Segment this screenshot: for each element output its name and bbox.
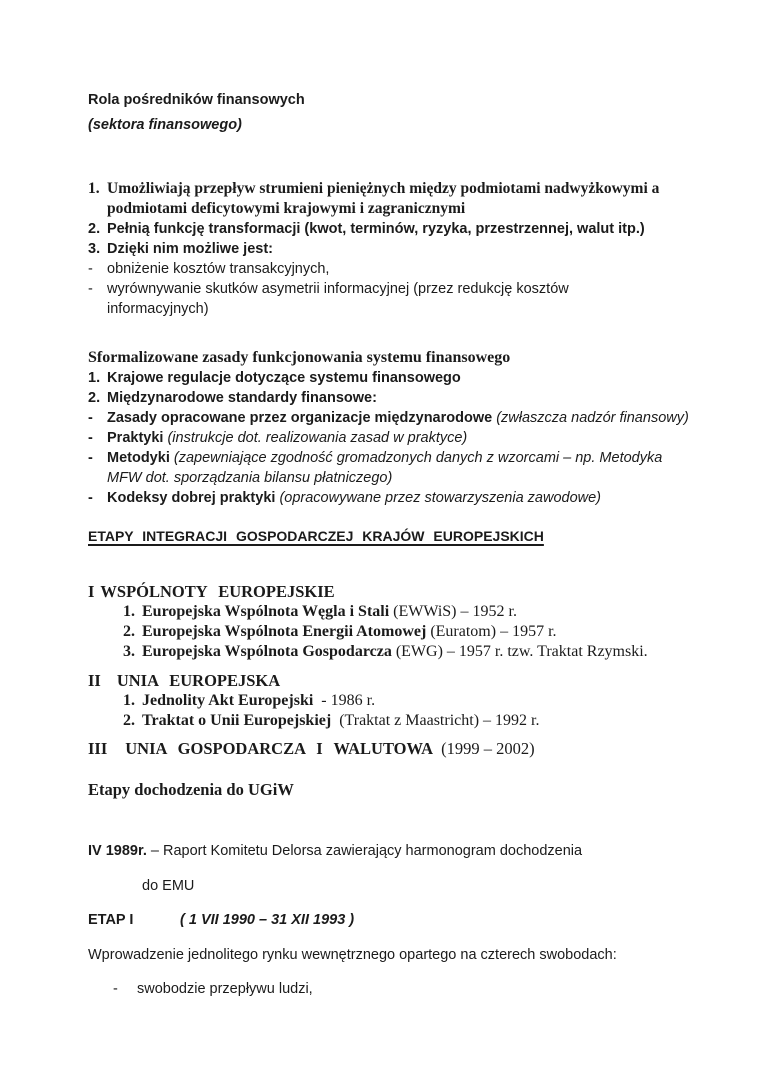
section-years: (1999 – 2002) (441, 739, 535, 758)
list-item (88, 368, 704, 388)
dash-marker: - (113, 981, 118, 997)
section-title: WSPÓLNOTY EUROPEJSKIE (100, 582, 335, 601)
term-note: (zwłaszcza nadzór finansowy) (496, 410, 689, 426)
line: MFW dot. sporządzania bilansu płatniczego) (107, 470, 393, 486)
report-continuation: do EMU (142, 878, 195, 894)
ugiw-heading: Etapy dochodzenia do UGiW (88, 780, 294, 799)
etap-dates: ( 1 VII 1990 – 31 XII 1993 ) (180, 912, 355, 928)
list-item (123, 642, 704, 662)
list-item (88, 279, 704, 319)
list-item (88, 408, 704, 428)
list-item-text: obniżenie kosztów transakcyjnych, (107, 261, 330, 277)
list-item (123, 691, 704, 711)
term: Praktyki (107, 430, 164, 446)
list-item (88, 219, 704, 239)
term: Kodeksy dobrej praktyki (107, 490, 276, 506)
list-number: 1. (88, 180, 100, 197)
list-number: 2. (88, 390, 101, 406)
list-item (88, 488, 704, 508)
etap-line (88, 910, 704, 930)
list-item-text (107, 279, 704, 319)
title-block (88, 88, 704, 138)
list-item-text: Dzięki nim możliwe jest: (107, 241, 273, 257)
term-note: (opracowywane przez stowarzyszenia zawodowe) (279, 490, 602, 506)
line: wyrównywanie skutków asymetrii informacyjnej (przez redukcję kosztów (107, 281, 569, 297)
dash-marker: - (88, 490, 93, 506)
term-detail: (Euratom) – 1957 r. (430, 623, 557, 640)
list-item-text: swobodzie przepływu ludzi, (137, 981, 313, 997)
term-note: (zapewniające zgodność gromadzonych danych z wzorcami – np. Metodyka (173, 450, 663, 466)
section-numeral: II (88, 671, 101, 690)
line: Umożliwiają przepływ strumieni pieniężnych między podmiotami nadwyżkowymi a (107, 180, 660, 197)
section-european-union (88, 671, 704, 731)
section-numeral: III (88, 739, 108, 758)
list-item (123, 602, 704, 622)
list-item-text: Międzynarodowe standardy finansowe: (107, 390, 377, 406)
list-number: 3. (123, 643, 135, 660)
list-item (88, 428, 704, 448)
list-number: 1. (88, 370, 101, 386)
list-item (88, 388, 704, 408)
list-item-text (107, 488, 704, 508)
list-item (88, 239, 704, 259)
section-economic-monetary-union (88, 739, 704, 759)
report-label: IV 1989r. (88, 843, 147, 859)
list-item (113, 979, 704, 999)
term: Metodyki (107, 450, 170, 466)
term-note: (instrukcje dot. realizowania zasad w praktyce) (167, 430, 468, 446)
list-number: 1. (123, 692, 135, 709)
section-european-communities (88, 582, 704, 662)
dash-marker: - (88, 281, 93, 297)
list-item-text (142, 602, 704, 622)
term: Europejska Wspólnota Energii Atomowej (142, 623, 427, 640)
dash-marker: - (88, 430, 93, 446)
list-item-text (107, 179, 704, 219)
list-item (88, 259, 704, 279)
term-detail: (EWG) – 1957 r. tzw. Traktat Rzymski. (395, 643, 648, 660)
doc-title: Rola pośredników finansowych (88, 92, 305, 108)
list-number: 2. (123, 623, 135, 640)
roles-section (88, 179, 704, 319)
chapter-heading-text: ETAPY INTEGRACJI GOSPODARCZEJ KRAJÓW EUROPEJSKICH (88, 528, 544, 544)
section-heading (88, 671, 704, 691)
list-number: 2. (88, 221, 101, 237)
list-item-text (107, 448, 704, 488)
page-content (0, 88, 760, 999)
list-item (88, 448, 704, 488)
term: Traktat o Unii Europejskiej (142, 712, 332, 729)
etap-label: ETAP I (88, 912, 134, 928)
term: Jednolity Akt Europejski (142, 692, 314, 709)
dash-marker: - (88, 261, 93, 277)
chapter-heading (88, 526, 704, 547)
term: Zasady opracowane przez organizacje międzynarodowe (107, 410, 493, 426)
list-item-text (142, 711, 704, 731)
intro-sentence: Wprowadzenie jednolitego rynku wewnętrznego opartego na czterech swobodach: (88, 947, 617, 963)
list-item-text: Pełnią funkcję transformacji (kwot, terminów, ryzyka, przestrzennej, walut itp.) (107, 221, 645, 237)
list-item-text (142, 642, 704, 662)
line: podmiotami deficytowymi krajowymi i zagranicznymi (107, 200, 466, 217)
line: informacyjnych) (107, 301, 209, 317)
term-detail: - 1986 r. (321, 692, 376, 709)
list-number: 1. (123, 603, 135, 620)
section-title: UNIA GOSPODARCZA I WALUTOWA (125, 739, 434, 758)
list-item (123, 622, 704, 642)
list-number: 3. (88, 241, 101, 257)
section-heading (88, 739, 704, 759)
term-detail: (Traktat z Maastricht) – 1992 r. (339, 712, 540, 729)
list-number: 2. (123, 712, 135, 729)
list-item-text (142, 622, 704, 642)
list-item (123, 711, 704, 731)
list-item-text (107, 428, 704, 448)
list-item-text (107, 408, 704, 428)
dash-marker: - (88, 450, 93, 466)
term: Europejska Wspólnota Gospodarcza (142, 643, 392, 660)
dash-marker: - (88, 410, 93, 426)
section-heading: Sformalizowane zasady funkcjonowania systemu finansowego (88, 349, 511, 366)
list-item-text: Krajowe regulacje dotyczące systemu finansowego (107, 370, 461, 386)
standards-section (88, 348, 704, 508)
section-numeral: I (88, 582, 95, 601)
doc-subtitle: (sektora finansowego) (88, 117, 242, 133)
delors-report-line (88, 841, 704, 861)
term-detail: (EWWiS) – 1952 r. (393, 603, 517, 620)
term: Europejska Wspólnota Węgla i Stali (142, 603, 390, 620)
section-heading (88, 582, 704, 602)
report-text: – Raport Komitetu Delorsa zawierający harmonogram dochodzenia (150, 843, 583, 859)
list-item (88, 179, 704, 219)
list-item-text (142, 691, 704, 711)
line (107, 448, 704, 468)
section-title: UNIA EUROPEJSKA (116, 671, 281, 690)
